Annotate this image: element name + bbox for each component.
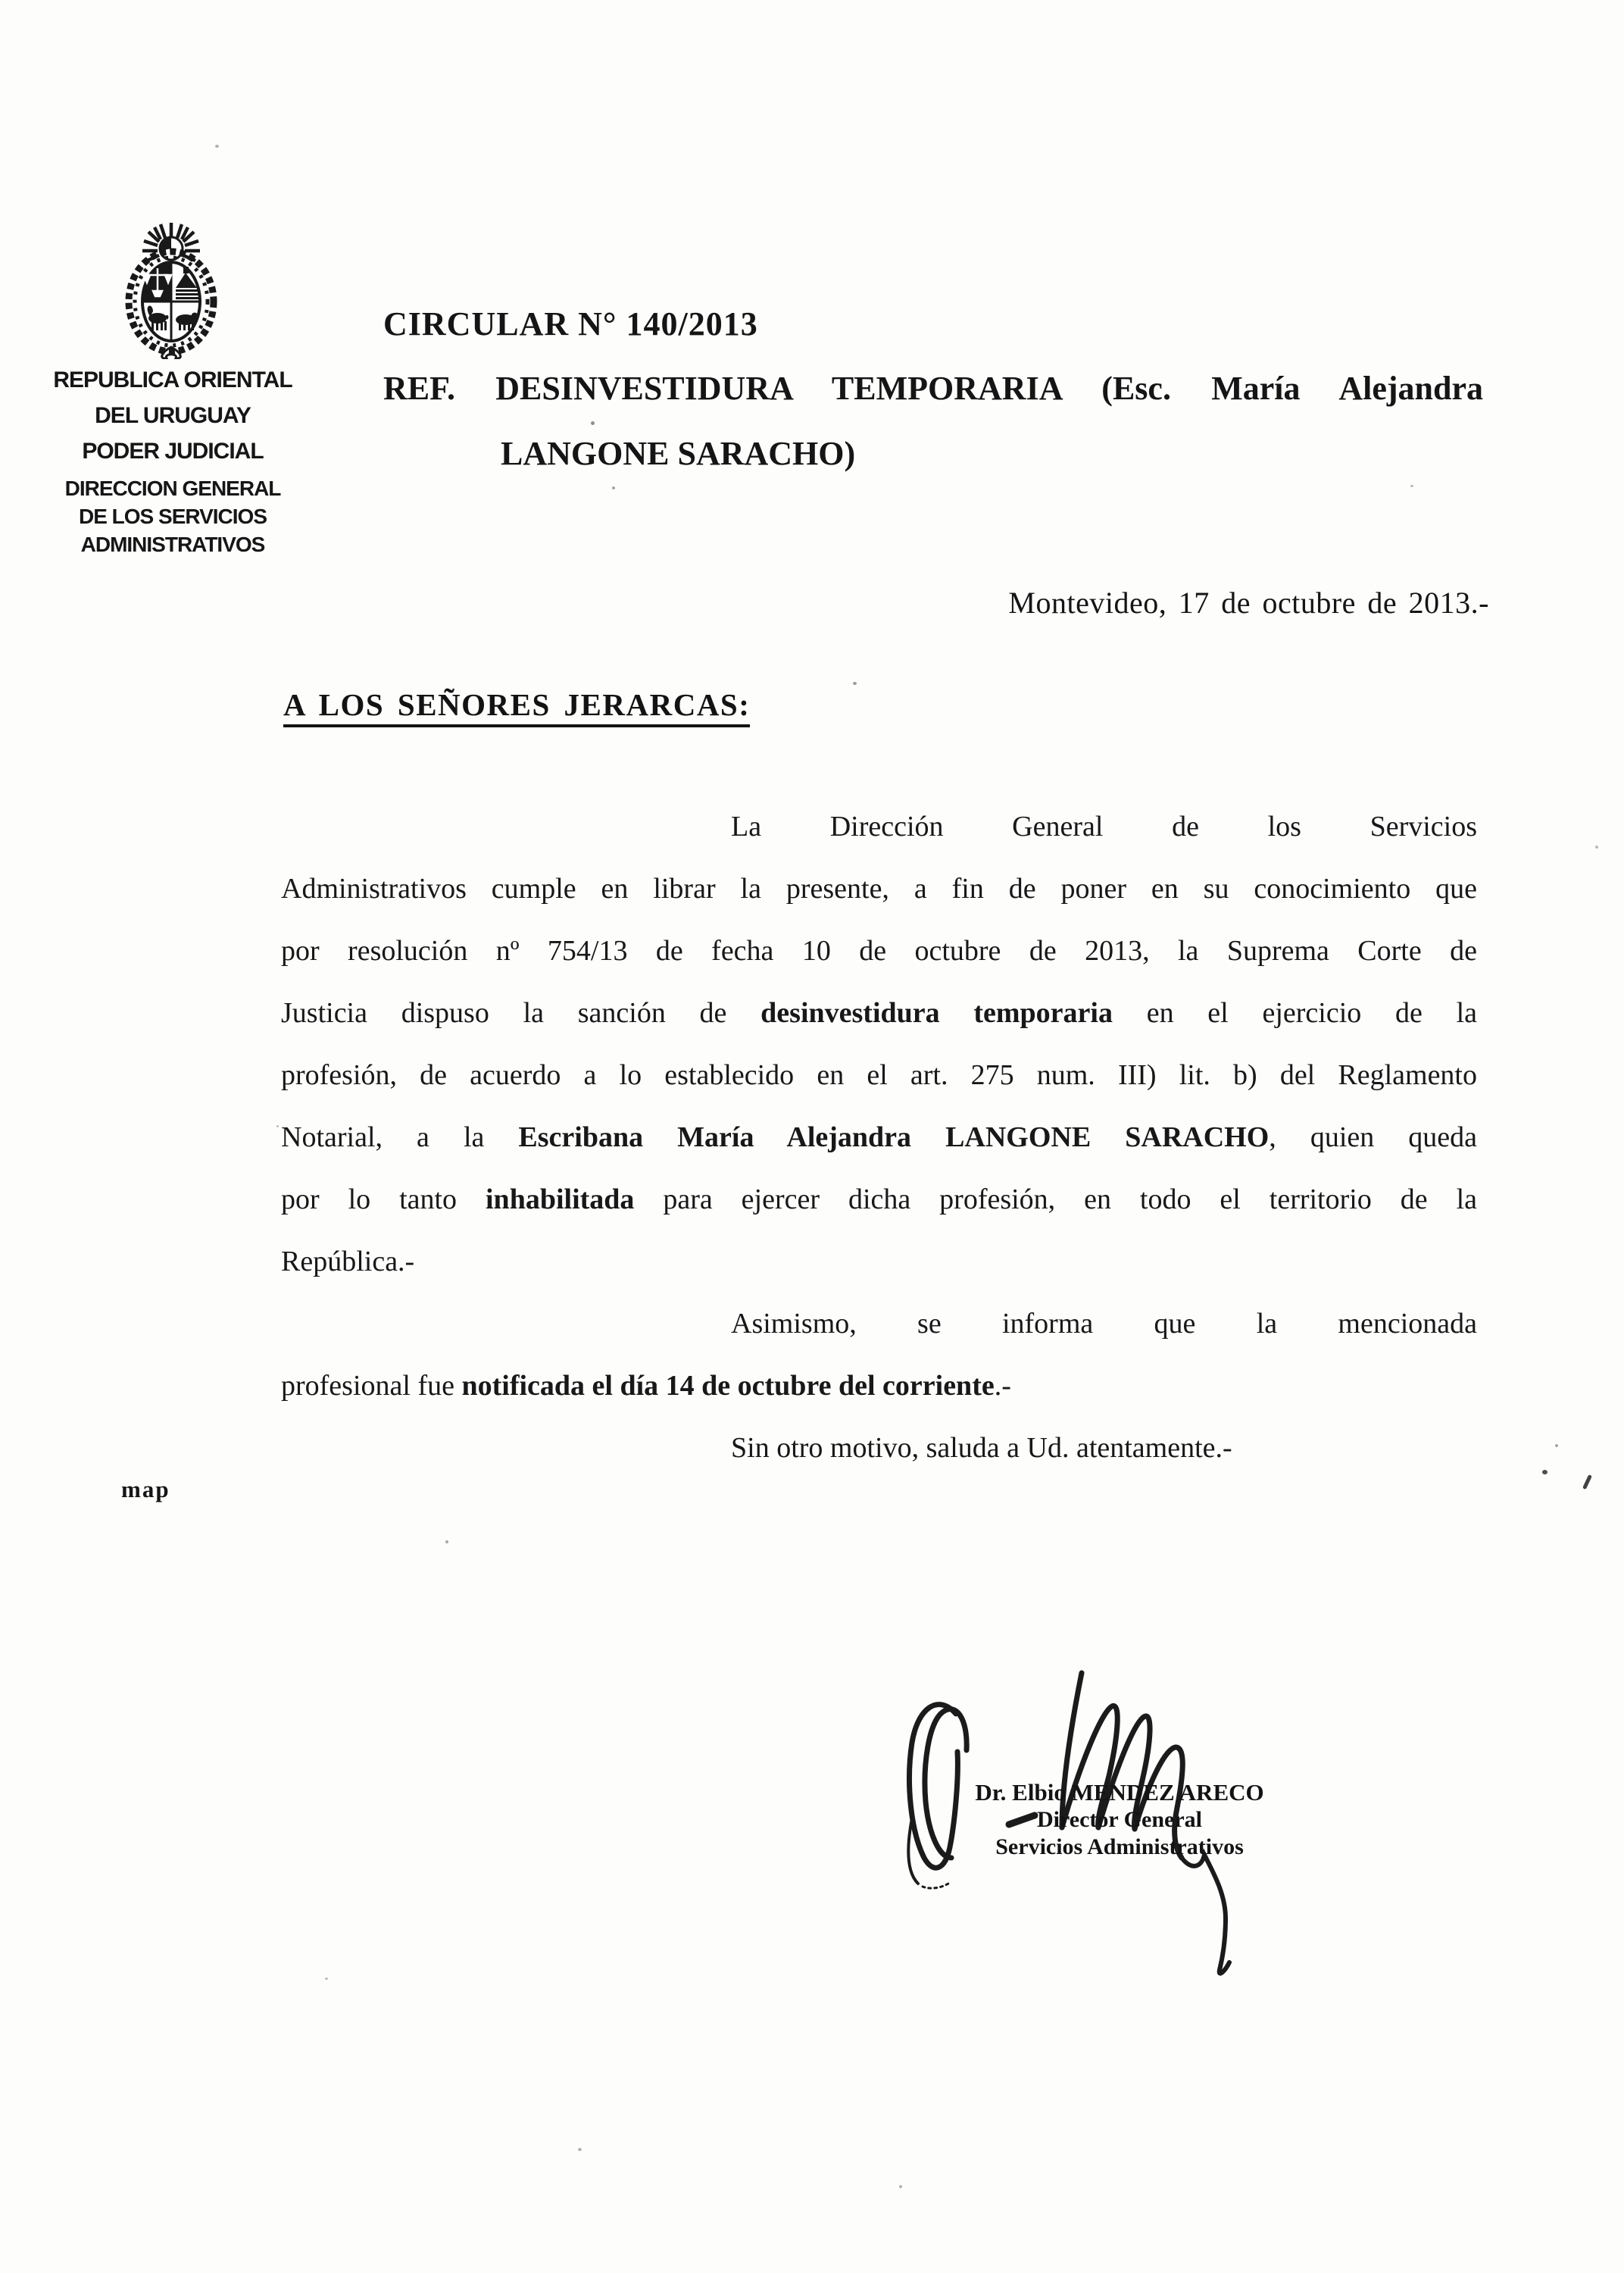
letterhead-line: PODER JUDICIAL — [82, 439, 264, 464]
circular-number: CIRCULAR N° 140/2013 — [383, 305, 758, 342]
letterhead-line: REPUBLICA ORIENTAL — [53, 367, 292, 392]
body-line — [281, 920, 1477, 982]
uruguay-coat-of-arms-icon — [115, 217, 227, 359]
body-line — [281, 1168, 1477, 1230]
body-line — [281, 1417, 1477, 1479]
scan-speck — [853, 682, 857, 685]
body-text: Sin otro motivo, saluda a Ud. atentamente.- — [731, 1432, 1232, 1464]
body-line — [281, 1293, 1477, 1355]
scan-speck — [1555, 1444, 1558, 1447]
letterhead-line: DEL URUGUAY — [95, 403, 251, 428]
body-line — [281, 796, 1477, 858]
reference-line-2: LANGONE SARACHO) — [501, 435, 856, 472]
scan-speck — [1595, 846, 1598, 849]
scan-speck — [612, 486, 615, 489]
body-line — [281, 1230, 1477, 1293]
letterhead-dept-lines — [39, 474, 306, 558]
scan-speck — [578, 2148, 582, 2151]
salutation-text: A LOS SEÑORES JERARCAS: — [283, 687, 750, 727]
body-text: para ejercer dicha profesión, en todo el territorio de la — [634, 1183, 1477, 1215]
body-text: , quien queda — [1269, 1121, 1478, 1153]
letterhead-line: DIRECCION GENERAL — [64, 477, 281, 500]
body-text-bold: Escribana María Alejandra LANGONE SARACHO — [518, 1121, 1270, 1153]
body-text: La Dirección General de los Servicios — [731, 811, 1477, 843]
body-text: Asimismo, se informa que la mencionada — [731, 1308, 1477, 1340]
scan-speck — [1410, 485, 1413, 487]
body-text: Administrativos cumple en librar la presente, a fin de poner en su conocimiento que — [281, 873, 1477, 905]
scan-speck — [1582, 1474, 1592, 1490]
body-line — [281, 1106, 1477, 1168]
typist-initials: map — [121, 1476, 170, 1502]
body-text: por lo tanto — [281, 1183, 486, 1215]
letterhead-line: DE LOS SERVICIOS — [79, 505, 267, 528]
scan-speck — [325, 1978, 328, 1980]
body-text: en el ejercicio de la — [1112, 997, 1478, 1029]
scan-speck — [445, 1540, 448, 1543]
body-text-bold: inhabilitada — [486, 1183, 635, 1215]
body-text-bold: notificada el día 14 de octubre del corriente — [461, 1370, 995, 1402]
scan-speck — [591, 421, 595, 425]
letterhead — [39, 362, 306, 558]
letterhead-line: ADMINISTRATIVOS — [80, 533, 265, 556]
letter-body — [281, 796, 1477, 1479]
signature-block — [953, 1779, 1286, 1861]
body-text: profesional fue — [281, 1370, 462, 1402]
body-text: Notarial, a la — [281, 1121, 519, 1153]
date-line: Montevideo, 17 de octubre de 2013.- — [1008, 586, 1489, 620]
body-line — [281, 982, 1477, 1044]
reference-line-1: REF. DESINVESTIDURA TEMPORARIA (Esc. María Alejandra — [383, 370, 1483, 407]
body-text: .- — [994, 1370, 1011, 1402]
signer-name: Dr. Elbio MENDEZ ARECO — [975, 1779, 1264, 1806]
body-line — [281, 1355, 1477, 1417]
letterhead-org-lines — [39, 362, 306, 469]
reference-block — [383, 356, 1483, 486]
scan-speck — [276, 1125, 279, 1127]
body-text: por resolución nº 754/13 de fecha 10 de octubre de 2013, la Suprema Corte de — [281, 935, 1477, 967]
scan-speck — [1542, 1470, 1547, 1474]
body-line — [281, 858, 1477, 920]
body-text: Justicia dispuso la sanción de — [281, 997, 761, 1029]
salutation — [283, 686, 750, 723]
scan-speck — [215, 145, 219, 148]
body-text: profesión, de acuerdo a lo establecido en el art. 275 num. III) lit. b) del Reglamento — [281, 1059, 1477, 1091]
signer-department: Servicios Administrativos — [995, 1834, 1244, 1859]
scan-speck — [899, 2185, 902, 2188]
body-text: República.- — [281, 1246, 415, 1277]
body-text-bold: desinvestidura temporaria — [760, 997, 1113, 1029]
signer-title: Director General — [1037, 1807, 1202, 1832]
body-line — [281, 1044, 1477, 1106]
